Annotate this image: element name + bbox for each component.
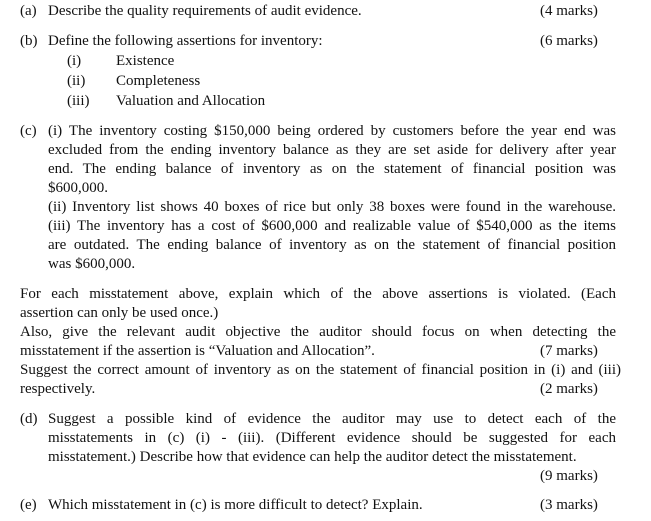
part-a-marks: (4 marks)	[540, 3, 598, 19]
part-c-line: excluded from the ending inventory balance as they are set aside for delivery after year	[48, 142, 616, 158]
part-c-line: end. The ending balance of inventory as on the statement of financial position was	[48, 161, 616, 177]
part-e-question: Which misstatement in (c) is more difficult to detect? Explain.	[48, 497, 423, 513]
part-c-marks: (2 marks)	[540, 381, 598, 397]
part-c-line: was $600,000.	[48, 256, 136, 272]
part-c-line: $600,000.	[48, 180, 108, 196]
part-e-marks: (3 marks)	[540, 497, 598, 513]
part-b-item-text: Existence	[116, 53, 175, 69]
part-c-followup: misstatement if the assertion is “Valuation and Allocation”.	[20, 343, 375, 359]
part-c-line: are outdated. The ending balance of inventory as on the statement of financial position	[48, 237, 616, 253]
part-c-label: (c)	[20, 123, 37, 139]
part-b-item-text: Completeness	[116, 73, 201, 89]
part-c-line: (iii) The inventory has a cost of $600,000 and realizable value of $540,000 as the items	[48, 218, 616, 234]
part-b-item-num: (iii)	[67, 93, 90, 109]
part-d-marks: (9 marks)	[540, 468, 598, 484]
part-e-label: (e)	[20, 497, 37, 513]
part-d-line: Suggest a possible kind of evidence the auditor may use to detect each of the	[48, 411, 616, 427]
part-c-line: (ii) Inventory list shows 40 boxes of rice but only 38 boxes were found in the warehouse.	[48, 199, 616, 215]
part-c-marks: (7 marks)	[540, 343, 598, 359]
part-a-label: (a)	[20, 3, 37, 19]
part-b-question: Define the following assertions for inventory:	[48, 33, 323, 49]
part-b-item-text: Valuation and Allocation	[116, 93, 266, 109]
part-c-followup: assertion can only be used once.)	[20, 305, 219, 321]
part-c-line: (i) The inventory costing $150,000 being ordered by customers before the year end was	[48, 123, 616, 139]
part-c-followup: respectively.	[20, 381, 96, 397]
part-b-label: (b)	[20, 33, 38, 49]
part-b-item-num: (i)	[67, 53, 82, 69]
part-b-item-num: (ii)	[67, 73, 86, 89]
part-d-line: misstatement.) Describe how that evidence can help the auditor detect the misstatement.	[48, 449, 577, 465]
part-d-label: (d)	[20, 411, 38, 427]
part-a-question: Describe the quality requirements of audit evidence.	[48, 3, 362, 19]
part-d-line: misstatements in (c) (i) - (iii). (Different evidence should be suggested for each	[48, 430, 616, 446]
part-b-marks: (6 marks)	[540, 33, 598, 49]
part-c-followup: For each misstatement above, explain which of the above assertions is violated. (Each	[20, 286, 616, 302]
part-c-followup: Suggest the correct amount of inventory as on the statement of financial position in (i) and (iii)	[20, 362, 621, 378]
part-c-followup: Also, give the relevant audit objective the auditor should focus on when detecting the	[20, 324, 616, 340]
